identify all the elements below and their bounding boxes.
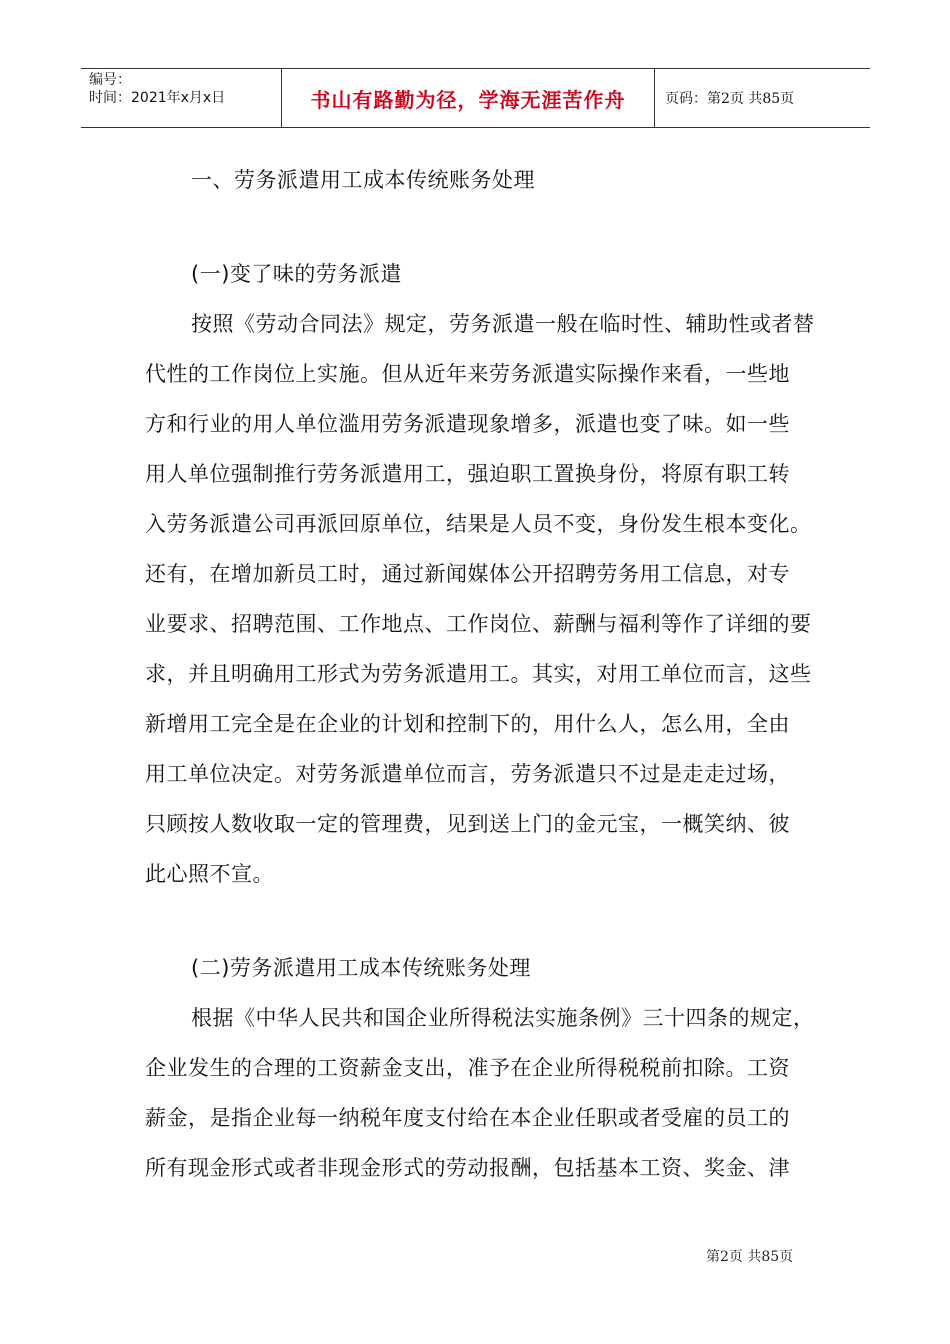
spacer (145, 205, 815, 249)
header-motto: 书山有路勤为径，学海无涯苦作舟 (282, 69, 655, 127)
paragraph-line: 薪金，是指企业每一纳税年度支付给在本企业任职或者受雇的员工的 (145, 1106, 790, 1130)
header-meta (81, 69, 282, 127)
paragraph-line: 此心照不宣。 (145, 862, 274, 886)
section-2-title: (二)劳务派遣用工成本传统账务处理 (191, 956, 531, 980)
paragraph-line: 还有，在增加新员工时，通过新闻媒体公开招聘劳务用工信息，对专 (145, 562, 790, 586)
paragraph-line: 根据《中华人民共和国企业所得税法实施条例》三十四条的规定， (191, 1006, 815, 1030)
paragraph-line: 按照《劳动合同法》规定，劳务派遣一般在临时性、辅助性或者替 (191, 312, 815, 336)
paragraph-line: 用人单位强制推行劳务派遣用工，强迫职工置换身份，将原有职工转 (145, 462, 790, 486)
paragraph-line: 代性的工作岗位上实施。但从近年来劳务派遣实际操作来看，一些地 (145, 362, 790, 386)
paragraph-line: 新增用工完全是在企业的计划和控制下的，用什么人，怎么用，全由 (145, 712, 790, 736)
paragraph-1 (145, 299, 815, 899)
paragraph-2 (145, 993, 815, 1193)
page-footer: 第2页 共85页 (706, 1249, 794, 1265)
spacer (145, 899, 815, 943)
paragraph-line: 用工单位决定。对劳务派遣单位而言，劳务派遣只不过是走走过场， (145, 762, 790, 786)
paragraph-line: 只顾按人数收取一定的管理费，见到送上门的金元宝，一概笑纳、彼 (145, 812, 790, 836)
header-page-info: 页码：第2页 共85页 (665, 91, 795, 107)
time-label: 时间：2021年x月x日 (89, 90, 226, 106)
paragraph-line: 所有现金形式或者非现金形式的劳动报酬，包括基本工资、奖金、津 (145, 1156, 790, 1180)
paragraph-line: 业要求、招聘范围、工作地点、工作岗位、薪酬与福利等作了详细的要 (145, 612, 812, 636)
page-header (81, 68, 870, 128)
paragraph-line: 入劳务派遣公司再派回原单位，结果是人员不变，身份发生根本变化。 (145, 512, 812, 536)
paragraph-line: 企业发生的合理的工资薪金支出，准予在企业所得税税前扣除。工资 (145, 1056, 790, 1080)
paragraph-line: 方和行业的用人单位滥用劳务派遣现象增多，派遣也变了味。如一些 (145, 412, 790, 436)
heading-1: 一、劳务派遣用工成本传统账务处理 (191, 168, 535, 192)
document-body (145, 155, 815, 1193)
number-label: 编号： (89, 72, 131, 88)
paragraph-line: 求，并且明确用工形式为劳务派遣用工。其实，对用工单位而言，这些 (145, 662, 812, 686)
section-1-title: (一)变了味的劳务派遣 (191, 262, 402, 286)
